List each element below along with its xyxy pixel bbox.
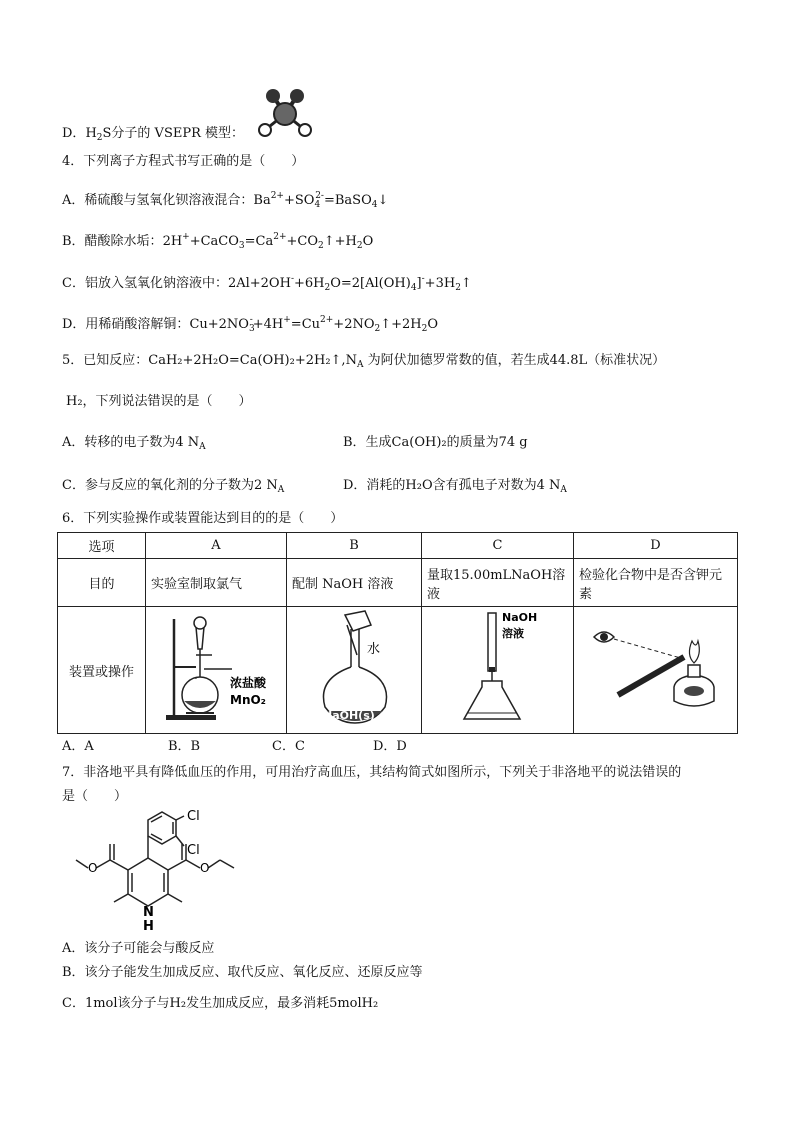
- table-cell: A: [146, 533, 287, 559]
- q7-stem-line2: 是（ ）: [62, 789, 128, 804]
- naoh-dissolve-image: [287, 607, 422, 729]
- q6-choice-c: C．C: [272, 739, 305, 754]
- label-naoh: NaOH: [502, 611, 538, 624]
- table-cell: D: [574, 533, 738, 559]
- chlorine-apparatus-image: [146, 607, 286, 729]
- burette-image: [422, 607, 572, 729]
- table-header-row: [58, 533, 738, 559]
- struct-cl-2: Cl: [187, 843, 200, 858]
- table-cell: 配制 NaOH 溶液: [287, 559, 422, 607]
- apparatus-a-cell: [146, 607, 287, 734]
- q6-choice-a: A．A: [62, 739, 94, 754]
- table-cell: 检验化合物中是否含钾元素: [574, 559, 738, 607]
- apparatus-b-cell: [287, 607, 422, 734]
- q4-option-d: D．用稀硝酸溶解铜：$Cu+2NO_3^-+4H^+=Cu^{2+}+2NO_2↑+2H_2O$: [62, 315, 439, 334]
- q5-stem-line1: 5．已知反应：$CaH_2+2H_2O=Ca(OH)_2+2H_2↑,N_A$ 为阿伏加德罗常数的值，若生成44.8L（标准状况）: [62, 353, 666, 370]
- label-naoh-solid: NaOH(s): [323, 709, 375, 722]
- q4-option-b: B．醋酸除水垢：$2H^++CaCO_3=Ca^{2+}+CO_2↑+H_2O$: [62, 232, 374, 251]
- struct-o-2: O: [200, 861, 210, 875]
- q6-stem: 6．下列实验操作或装置能达到目的的是（ ）: [62, 511, 344, 526]
- struct-cl-1: Cl: [187, 809, 200, 824]
- q5-option-d: D．消耗的H₂O含有孤电子对数为4 $N_A$: [343, 478, 567, 495]
- label-mno2: MnO₂: [230, 693, 266, 707]
- q4-option-c: C．铝放入氢氧化钠溶液中：$2Al+2OH^-+6H_2O=2[Al(OH)_4]^-+3H_2↑$: [62, 274, 472, 293]
- q5-option-a: A．转移的电子数为4 $N_A$: [62, 435, 206, 452]
- q3-option-d: D．$H_2S$分子的 VSEPR 模型：: [62, 126, 245, 143]
- table-cell: C: [422, 533, 574, 559]
- struct-o-1: O: [88, 861, 98, 875]
- q4-stem: 4．下列离子方程式书写正确的是（ ）: [62, 154, 305, 169]
- q7-option-c: C．1mol该分子与H₂发生加成反应，最多消耗5molH₂: [62, 996, 379, 1011]
- struct-n: N: [143, 905, 154, 920]
- q7-option-a: A．该分子可能会与酸反应: [62, 941, 215, 956]
- q6-choice-b: B．B: [168, 739, 201, 754]
- table-row: [58, 559, 738, 607]
- table-cell: 量取15.00mLNaOH溶液: [422, 559, 574, 607]
- table-cell: 实验室制取氯气: [146, 559, 287, 607]
- label-conc-hcl: 浓盐酸: [230, 676, 267, 690]
- label-solution: 溶液: [502, 627, 524, 640]
- table-cell: 装置或操作: [58, 607, 146, 734]
- flame-test-image: [574, 607, 736, 729]
- table-cell: B: [287, 533, 422, 559]
- felodipine-structure-image: [62, 806, 252, 934]
- vsepr-model-image: [255, 88, 317, 140]
- q5-option-c: C．参与反应的氧化剂的分子数为2 $N_A$: [62, 478, 285, 495]
- q6-choice-d: D．D: [373, 739, 407, 754]
- table-cell: 目的: [58, 559, 146, 607]
- q7-stem-line1: 7．非洛地平具有降低血压的作用，可用治疗高血压，其结构简式如图所示，下列关于非洛地平的说法错误的: [62, 765, 682, 780]
- table-cell: 选项: [58, 533, 146, 559]
- q4-option-a: A．稀硫酸与氢氧化钡溶液混合：$Ba^{2+}+SO_4^{2-}=BaSO_4↓$: [62, 191, 389, 210]
- q7-option-b: B．该分子能发生加成反应、取代反应、氧化反应、还原反应等: [62, 965, 423, 980]
- q6-table: [57, 532, 738, 734]
- apparatus-d-cell: [574, 607, 738, 734]
- apparatus-c-cell: [422, 607, 574, 734]
- q5-option-b: B．生成Ca(OH)₂的质量为74 g: [343, 435, 528, 450]
- table-row: [58, 607, 738, 734]
- label-water: 水: [367, 642, 381, 657]
- q5-stem-line2: H₂，下列说法错误的是（ ）: [66, 394, 252, 409]
- struct-h: H: [143, 919, 154, 934]
